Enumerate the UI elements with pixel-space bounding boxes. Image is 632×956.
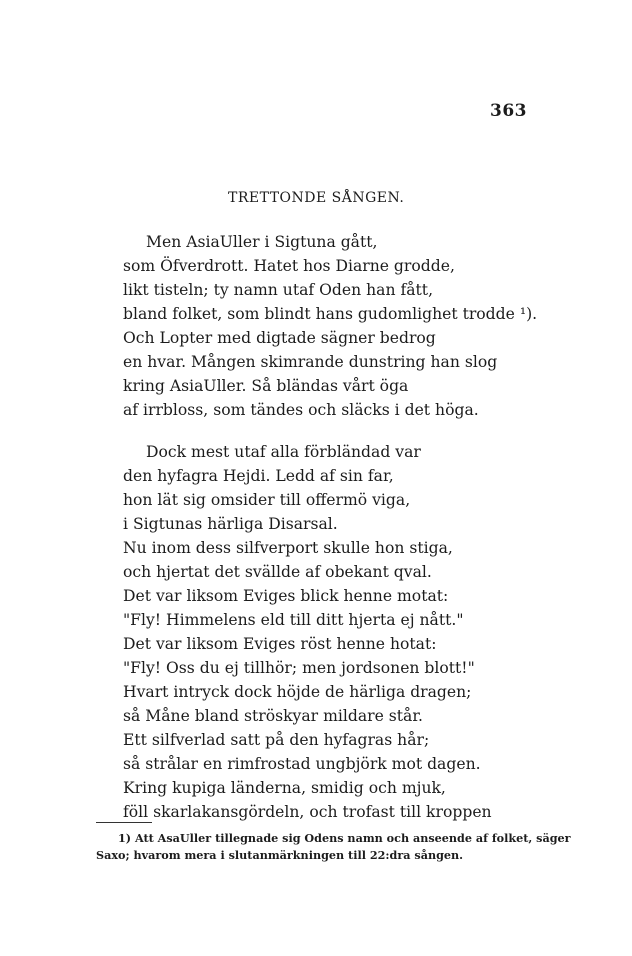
verse-line: Kring kupiga länderna, smidig och mjuk, [123, 779, 446, 797]
verse-line: den hyfagra Hejdi. Ledd af sin far, [123, 467, 394, 485]
verse-line: Det var liksom Eviges blick henne motat: [123, 587, 449, 605]
verse-line: af irrbloss, som tändes och släcks i det höga. [123, 401, 479, 419]
verse-line: i Sigtunas härliga Disarsal. [123, 515, 338, 533]
verse-line: "Fly! Himmelens eld till ditt hjerta ej nått." [123, 611, 464, 629]
verse-line: Hvart intryck dock höjde de härliga dragen; [123, 683, 472, 701]
verse-line: Men AsiaUller i Sigtuna gått, [146, 233, 378, 251]
chapter-heading-text: TRETTONDE SÅNGEN. [228, 190, 405, 206]
verse-line: hon lät sig omsider till offermö viga, [123, 491, 411, 509]
verse-line: kring AsiaUller. Så bländas vårt öga [123, 377, 409, 395]
footnote-line: Saxo; hvarom mera i slutanmärkningen till 22:dra sången. [96, 848, 464, 862]
verse-line: Ett silfverlad satt på den hyfagras hår; [123, 731, 430, 749]
verse-line: Nu inom dess silfverport skulle hon stiga, [123, 539, 453, 557]
verse-line: Dock mest utaf alla förbländad var [146, 443, 421, 461]
verse-line: "Fly! Oss du ej tillhör; men jordsonen blott!" [123, 659, 475, 677]
verse-line: och hjertat det svällde af obekant qval. [123, 563, 432, 581]
footnote-divider [96, 822, 152, 823]
footnote-line: 1) Att AsaUller tillegnade sig Odens namn och anseende af folket, säger [118, 831, 571, 845]
verse-line: så Måne bland ströskyar mildare står. [123, 707, 424, 725]
verse-line: föll skarlakansgördeln, och trofast till kroppen [123, 803, 492, 821]
verse-line: bland folket, som blindt hans gudomlighet trodde ¹). [123, 305, 538, 323]
verse-line: som Öfverdrott. Hatet hos Diarne grodde, [123, 257, 455, 275]
verse-line: så strålar en rimfrostad ungbjörk mot dagen. [123, 755, 481, 773]
verse-line: Och Lopter med digtade sägner bedrog [123, 329, 436, 347]
verse-line: en hvar. Mången skimrande dunstring han slog [123, 353, 498, 371]
verse-line: Det var liksom Eviges röst henne hotat: [123, 635, 437, 653]
verse-line: likt tisteln; ty namn utaf Oden han fått, [123, 281, 434, 299]
page-number: 363 [490, 101, 527, 121]
